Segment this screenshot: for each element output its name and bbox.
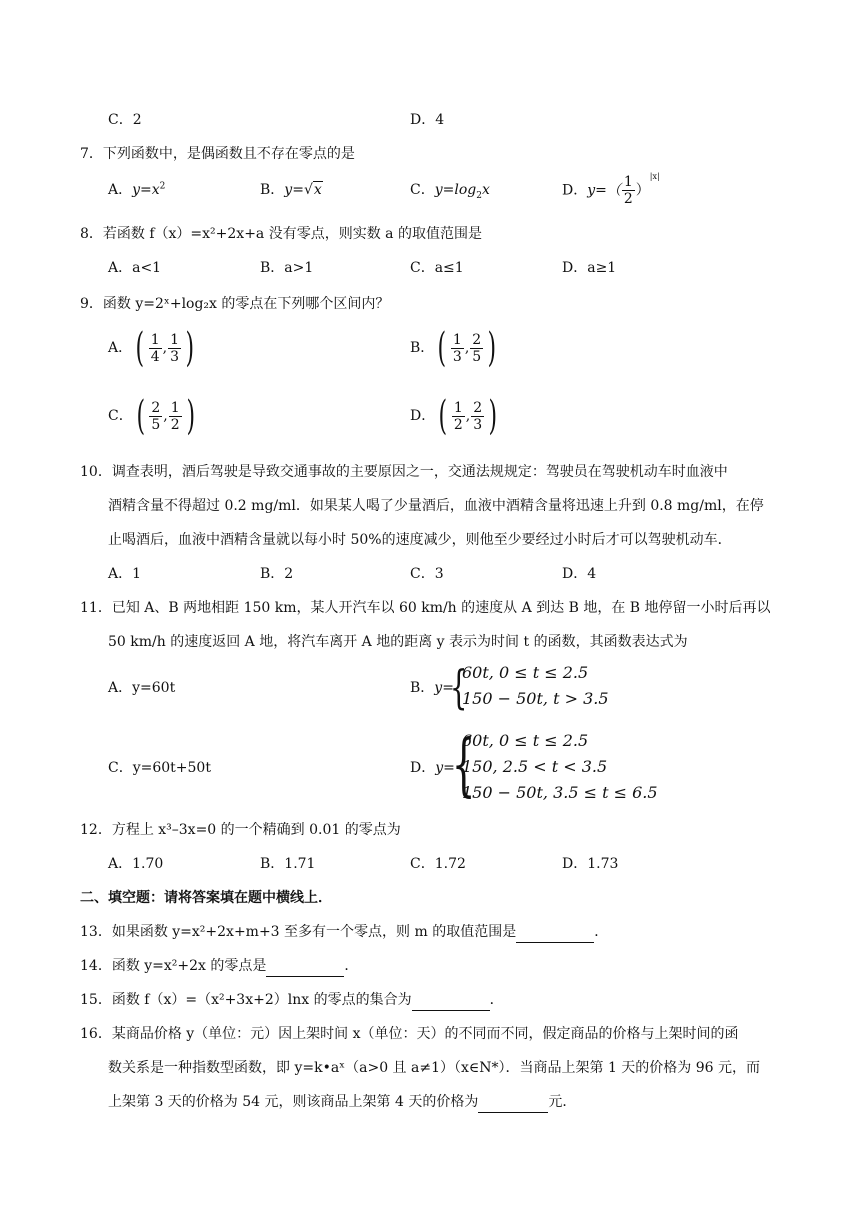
q11-option-d-label bbox=[410, 758, 455, 778]
q9-c-n2: 1 bbox=[170, 399, 180, 416]
q11-option-b-case-2: 150 − 50t, t > 3.5 bbox=[462, 689, 609, 708]
q6-option-d: D．4 bbox=[410, 112, 445, 128]
q9-option-b-label: B． bbox=[410, 340, 435, 356]
q9-option-d-frac1 bbox=[452, 400, 465, 433]
q12-option-b: B．1.71 bbox=[260, 856, 316, 872]
q9-a-d1: 4 bbox=[150, 348, 160, 365]
q11-option-b-case-1: 60t, 0 ≤ t ≤ 2.5 bbox=[462, 663, 589, 682]
q7-option-d-close: ） bbox=[635, 182, 650, 199]
q12-option-a: A．1.70 bbox=[108, 856, 164, 872]
q16-line-3 bbox=[108, 1092, 576, 1113]
q9-b-n2: 2 bbox=[472, 331, 482, 348]
q7-option-b-label: B． bbox=[260, 182, 285, 198]
q14-answer-blank[interactable] bbox=[266, 956, 344, 977]
q9-c-n1: 2 bbox=[151, 399, 161, 416]
q9-c-d1: 5 bbox=[151, 416, 161, 433]
q7-stem: 7．下列函数中，是偶函数且不存在零点的是 bbox=[80, 146, 355, 162]
q9-a-n2: 1 bbox=[170, 331, 180, 348]
q13 bbox=[80, 922, 608, 943]
q7-option-b-expr: y= bbox=[284, 182, 304, 198]
q9-option-a-frac1 bbox=[149, 332, 162, 365]
q7-option-d bbox=[562, 171, 660, 207]
q9-option-c-frac2 bbox=[169, 400, 182, 433]
q7-option-c-expr: y=log bbox=[434, 182, 477, 198]
q11-option-d-case-1: 60t, 0 ≤ t ≤ 2.5 bbox=[462, 731, 589, 750]
q15-text: 15．函数 f（x）=（x²+3x+2）lnx 的零点的集合为 bbox=[80, 992, 412, 1008]
q9-option-c-label: C． bbox=[108, 408, 133, 424]
q7-option-d-sup: |x| bbox=[649, 171, 660, 181]
q9-option-a-frac2 bbox=[168, 332, 181, 365]
q8-option-a: A．a<1 bbox=[108, 260, 162, 276]
q9-d-d2: 3 bbox=[473, 416, 483, 433]
q11-option-d-y: y= bbox=[435, 760, 455, 776]
q11-option-b-brace: { bbox=[449, 660, 468, 714]
q13-period: ． bbox=[594, 924, 609, 940]
q7-option-b: B．y=√x bbox=[260, 182, 322, 198]
q7-option-c-label: C． bbox=[410, 182, 435, 198]
q9-option-d-label: D． bbox=[410, 408, 436, 424]
q9-b-d2: 5 bbox=[472, 348, 482, 365]
q7-option-d-fraction bbox=[622, 174, 635, 207]
q13-answer-blank[interactable] bbox=[516, 922, 594, 943]
q7-option-d-expr: y=（ bbox=[587, 182, 621, 199]
q10-line-3: 止喝酒后，血液中酒精含量就以每小时 50%的速度减少，则他至少要经过小时后才可以驾驶机动车． bbox=[108, 532, 732, 548]
q12-stem: 12．方程上 x³–3x=0 的一个精确到 0.01 的零点为 bbox=[80, 822, 401, 838]
q7-option-a-sup: 2 bbox=[159, 181, 166, 192]
q15 bbox=[80, 990, 504, 1011]
q10-line-2: 酒精含量不得超过 0.2 mg/ml．如果某人喝了少量酒后，血液中酒精含量将迅速上升到 0.8 mg/ml，在停 bbox=[108, 498, 764, 514]
q8-option-d: D．a≥1 bbox=[562, 260, 617, 276]
section-2-heading: 二、填空题：请将答案填在题中横线上． bbox=[80, 890, 332, 906]
q7-option-a-expr: y=x bbox=[132, 182, 160, 198]
q11-option-d-case-2: 150, 2.5 < t < 3.5 bbox=[462, 757, 608, 776]
q14 bbox=[80, 956, 358, 977]
q9-option-b-frac2 bbox=[470, 332, 483, 365]
q9-stem: 9．函数 y=2ˣ+log₂x 的零点在下列哪个区间内？ bbox=[80, 296, 390, 312]
q9-b-n1: 1 bbox=[452, 331, 462, 348]
q8-option-c: C．a≤1 bbox=[410, 260, 464, 276]
q11-option-c: C．y=60t+50t bbox=[108, 760, 211, 776]
q10-line-1: 10．调查表明，酒后驾驶是导致交通事故的主要原因之一，交通法规规定：驾驶员在驾驶机动车时血液中 bbox=[80, 464, 728, 480]
q9-option-a: A．( $\frac{1}{4}$ , $\frac{1}{3}$ ) bbox=[108, 325, 195, 371]
q9-c-d2: 2 bbox=[170, 416, 180, 433]
q15-answer-blank[interactable] bbox=[412, 990, 490, 1011]
q9-option-c: C．( $\frac{2}{5}$ , $\frac{1}{2}$ ) bbox=[108, 393, 195, 439]
q7-option-d-label: D． bbox=[562, 182, 588, 199]
q16-line-3-text: 上架第 3 天的价格为 54 元，则该商品上架第 4 天的价格为 bbox=[108, 1094, 479, 1110]
q9-d-n1: 1 bbox=[453, 399, 463, 416]
q14-text: 14．函数 y=x²+2x 的零点是 bbox=[80, 958, 267, 974]
q7-option-a bbox=[108, 180, 165, 200]
q9-option-b-frac1 bbox=[451, 332, 464, 365]
q15-period: ． bbox=[489, 992, 504, 1008]
q10-option-d: D．4 bbox=[562, 566, 597, 582]
q7-option-d-den: 2 bbox=[623, 191, 633, 207]
q11-option-b-label bbox=[410, 678, 454, 698]
q9-option-d-frac2 bbox=[471, 400, 484, 433]
q8-stem: 8．若函数 f（x）=x²+2x+a 没有零点，则实数 a 的取值范围是 bbox=[80, 226, 482, 242]
q12-option-c: C．1.72 bbox=[410, 856, 466, 872]
q9-option-b: B．( $\frac{1}{3}$ , $\frac{2}{5}$ ) bbox=[410, 325, 497, 371]
q11-option-d-letter: D． bbox=[410, 760, 436, 776]
q12-option-d: D．1.73 bbox=[562, 856, 619, 872]
q11-line-2: 50 km/h 的速度返回 A 地，将汽车离开 A 地的距离 y 表示为时间 t 的函数，其函数表达式为 bbox=[108, 634, 688, 650]
q16-line-2: 数关系是一种指数型函数，即 y=k•aˣ（a>0 且 a≠1）（x∈N*）．当商品上架第 1 天的价格为 96 元，而 bbox=[108, 1060, 761, 1076]
q9-a-d2: 3 bbox=[170, 348, 180, 365]
q16-line-1: 16．某商品价格 y（单位：元）因上架时间 x（单位：天）的不同而不同，假定商品的价格与上架时间的函 bbox=[80, 1026, 739, 1042]
q9-option-c-frac1 bbox=[149, 400, 162, 433]
q10-option-c: C．3 bbox=[410, 566, 444, 582]
q16-line-3-unit: 元． bbox=[548, 1094, 577, 1110]
q11-option-a: A．y=60t bbox=[108, 680, 176, 696]
q11-option-d-case-3: 150 − 50t, 3.5 ≤ t ≤ 6.5 bbox=[462, 783, 658, 802]
q11-line-1: 11．已知 A、B 两地相距 150 km，某人开汽车以 60 km/h 的速度从 A 到达 B 地，在 B 地停留一小时后再以 bbox=[80, 600, 771, 616]
q9-d-n2: 2 bbox=[473, 399, 483, 416]
q10-option-a: A．1 bbox=[108, 566, 142, 582]
q7-option-a-label: A． bbox=[108, 182, 133, 198]
q9-a-n1: 1 bbox=[150, 331, 160, 348]
q7-option-c-sub: 2 bbox=[476, 190, 482, 201]
q7-option-b-radicand: x bbox=[313, 182, 322, 198]
q7-option-c-tail: x bbox=[481, 182, 490, 198]
q7-option-c bbox=[410, 180, 490, 200]
q13-text: 13．如果函数 y=x²+2x+m+3 至多有一个零点，则 m 的取值范围是 bbox=[80, 924, 517, 940]
q9-option-a-label: A． bbox=[108, 340, 133, 356]
q9-d-d1: 2 bbox=[453, 416, 463, 433]
q11-option-b-letter: B． bbox=[410, 680, 435, 696]
q10-option-b: B．2 bbox=[260, 566, 294, 582]
q7-option-d-num: 1 bbox=[623, 174, 633, 190]
q16-answer-blank[interactable] bbox=[478, 1092, 548, 1113]
q8-option-b: B．a>1 bbox=[260, 260, 314, 276]
q14-period: ． bbox=[344, 958, 359, 974]
q9-b-d1: 3 bbox=[452, 348, 462, 365]
q9-option-d: D．( $\frac{1}{2}$ , $\frac{2}{3}$ ) bbox=[410, 393, 498, 439]
q6-option-c: C．2 bbox=[108, 112, 142, 128]
q11-option-d-brace: { bbox=[451, 726, 476, 805]
q11-option-b-y: y= bbox=[434, 680, 454, 696]
